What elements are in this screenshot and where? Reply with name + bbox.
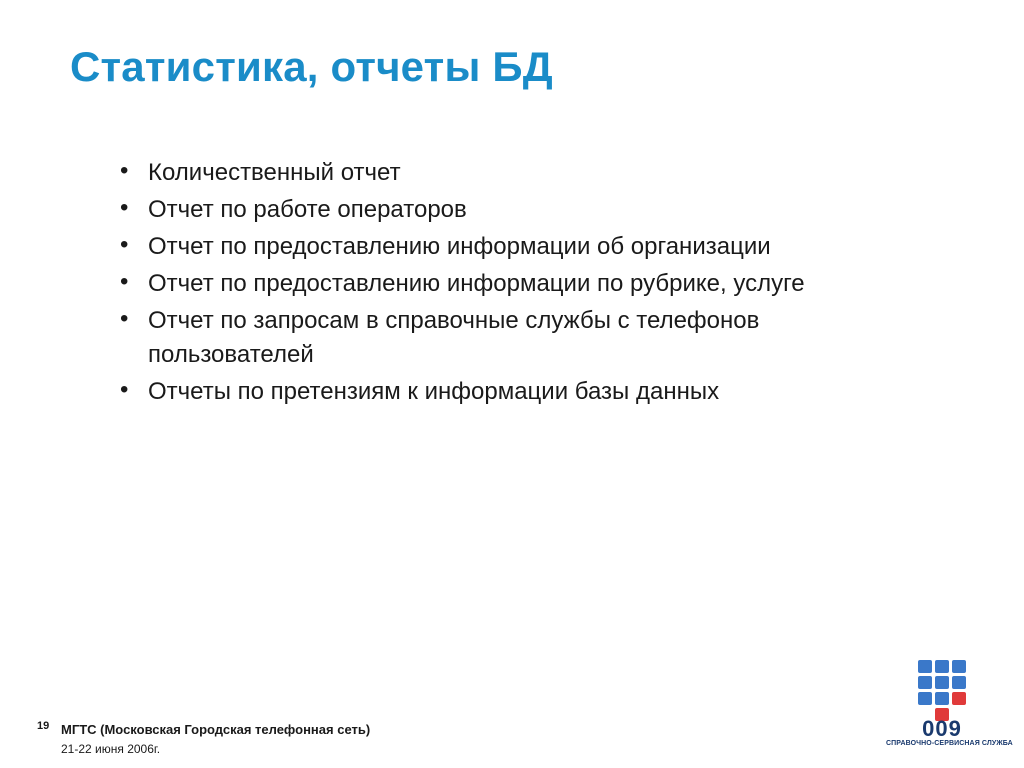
bullet-marker: •	[120, 268, 129, 295]
footer-date: 21-22 июня 2006г.	[61, 742, 161, 756]
bullet-text: Отчет по предоставлению информации по рубрике, услуге	[148, 270, 805, 297]
bullet-item	[118, 193, 918, 227]
bullet-item	[118, 375, 918, 409]
bullet-item	[118, 304, 908, 372]
logo-caption: СПРАВОЧНО-СЕРВИСНАЯ СЛУЖБА	[886, 740, 1013, 747]
bullet-text: Количественный отчет	[148, 159, 401, 186]
bullet-marker: •	[120, 376, 129, 403]
bullet-item	[118, 156, 918, 190]
logo-grid-icon	[918, 660, 966, 721]
slide-title: Статистика, отчеты БД	[70, 43, 553, 90]
bullet-marker: •	[120, 157, 129, 184]
page-number: 19	[37, 720, 50, 732]
bullet-item	[118, 230, 918, 264]
bullet-marker: •	[120, 305, 129, 332]
bullet-text: Отчеты по претензиям к информации базы данных	[148, 378, 720, 405]
bullet-marker: •	[120, 194, 129, 221]
footer-organization: МГТС (Московская Городская телефонная сеть)	[61, 722, 371, 737]
logo-text: 009	[922, 716, 962, 741]
bullet-text: Отчет по запросам в справочные службы с телефонов пользователей	[148, 307, 760, 368]
bullet-item	[118, 267, 848, 301]
bullet-marker: •	[120, 231, 129, 258]
bullet-text: Отчет по работе операторов	[148, 196, 467, 223]
bullet-list	[118, 156, 918, 412]
bullet-text: Отчет по предоставлению информации об организации	[148, 233, 771, 260]
